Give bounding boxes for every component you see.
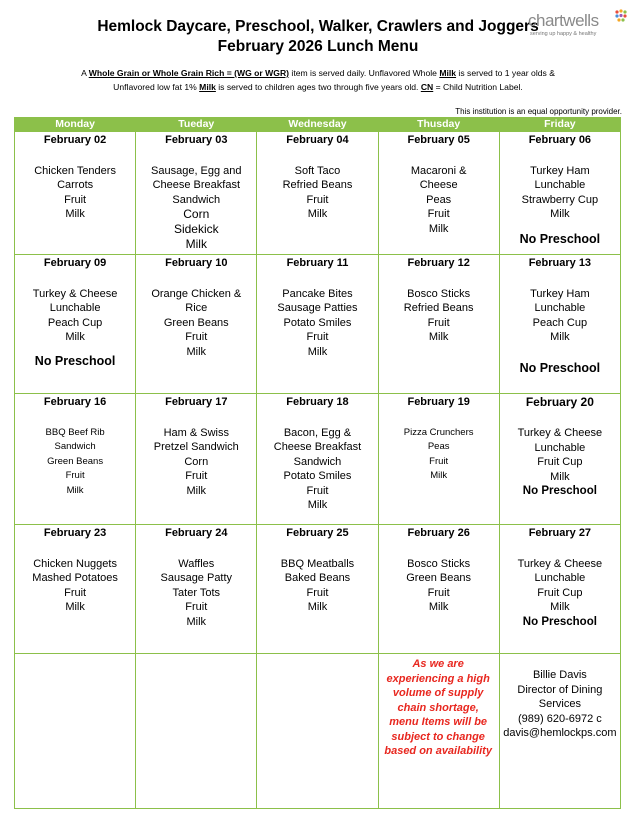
day-cell [378,394,499,525]
menu-item: Fruit [185,331,208,343]
menu-item: Milk [550,208,570,220]
day-date: February 11 [286,257,349,269]
menu-item: Bosco Sticks [407,287,471,300]
menu-item: Milk [428,601,449,613]
menu-item: Corn [183,207,210,221]
day-date: February 27 [528,527,592,539]
menu-item: Fruit [306,193,329,206]
no-preschool-note: No Preschool [519,360,601,375]
menu-item: Peas [427,441,450,452]
menu-item: Sausage Patty [160,572,233,584]
menu-item: Fruit [64,586,87,599]
no-preschool-note: No Preschool [34,353,116,368]
menu-item: Orange Chicken & [151,287,242,300]
menu-item: Fruit Cup [537,586,583,599]
menu-item: Milk [185,237,207,251]
menu-item: Peas [426,193,452,206]
day-cell [257,394,378,525]
week-row [15,525,621,654]
menu-item: BBQ Beef Rib [45,426,105,438]
menu-item: Milk [307,345,328,358]
day-header: Thusday [378,118,499,132]
day-date: February 25 [286,527,349,539]
menu-item: Milk [65,601,85,613]
day-header: Tueday [136,118,257,132]
menu-item: Tater Tots [172,586,221,599]
menu-item: Sidekick [173,222,219,236]
day-date: February 18 [286,396,349,408]
menu-item: Corn [184,455,209,468]
empty-cell [15,654,136,809]
day-date: February 16 [43,396,107,408]
menu-item: Fruit [306,331,329,343]
menu-item: Fruit [64,193,87,206]
menu-item: Milk [428,331,449,343]
menu-item: Milk [65,208,85,220]
menu-item: Fruit [427,316,450,329]
day-cell [15,394,136,525]
menu-item: Mashed Potatoes [32,572,118,584]
menu-item: Milk [186,345,207,358]
no-preschool-note: No Preschool [522,615,597,628]
equal-opportunity-statement: This institution is an equal opportunity provider. [455,107,622,116]
menu-item: Pretzel Sandwich [153,441,239,453]
menu-item: Sausage Patties [277,302,358,314]
menu-item: Turkey & Cheese [517,427,603,439]
day-cell [378,525,499,654]
menu-item: Fruit [429,455,449,467]
menu-item: Milk [307,208,328,220]
day-date: February 17 [165,396,228,408]
menu-item: Macaroni & [410,164,467,177]
menu-item: Sausage, Egg and Cheese Breakfast Sandwich [151,164,242,206]
logo-wordmark: chartwells [528,11,599,30]
day-date: February 26 [407,527,470,539]
menu-item: Strawberry Cup [521,193,599,206]
menu-item: Bosco Sticks [407,557,471,570]
no-preschool-note: No Preschool [519,231,601,246]
menu-item: Turkey Ham [530,164,590,177]
empty-cell [136,654,257,809]
menu-item: Fruit [427,208,450,220]
day-cell [257,255,378,394]
day-header-row [15,118,621,132]
menu-item: Milk [65,331,85,343]
menu-item: Rice [185,302,208,314]
menu-title: Hemlock Daycare, Preschool, Walker, Crawlers and Joggers [97,18,539,35]
contact-info [499,654,620,809]
day-cell [499,394,620,525]
menu-item: Milk [307,601,328,613]
menu-item: Turkey & Cheese [32,287,118,300]
menu-item: Chicken Tenders [34,164,116,177]
menu-subtitle: February 2026 Lunch Menu [217,38,419,55]
day-date: February 04 [286,134,349,146]
day-header: Friday [499,118,620,132]
day-cell [499,255,620,394]
menu-item: Milk [186,615,207,628]
menu-item: Milk [428,222,449,235]
day-cell [15,525,136,654]
day-cell [378,255,499,394]
day-cell [499,132,620,255]
menu-item: Milk [550,470,570,483]
menu-item: Fruit Cup [537,456,583,468]
day-cell [136,132,257,255]
contact-email: davis@hemlockps.com [503,727,617,739]
menu-note-line1: A Whole Grain or Whole Grain Rich = (WG or WGR) item is served daily. Unflavored Whole Milk is served to 1 year olds & [81,68,555,78]
menu-item: Refried Beans [282,179,353,191]
menu-item: Chicken Nuggets [33,557,117,570]
contact-name: Billie Davis [532,669,587,681]
day-cell [15,255,136,394]
day-date: February 19 [407,396,470,408]
menu-item: Milk [430,470,448,481]
footer-row [15,654,621,809]
day-cell [378,132,499,255]
day-date: February 06 [528,134,592,146]
menu-item: Fruit [185,470,208,482]
chartwells-logo [528,11,628,41]
menu-item: Fruit [306,484,329,497]
day-date: February 24 [165,527,228,539]
day-date: February 20 [525,395,594,409]
menu-item: BBQ Meatballs [280,557,355,570]
day-cell [15,132,136,255]
menu-item: Ham & Swiss [163,426,229,439]
menu-item: Pancake Bites [282,287,353,300]
menu-item: Cheese [419,179,458,191]
day-date: February 05 [407,134,470,146]
week-row [15,255,621,394]
menu-item: Milk [307,499,328,511]
menu-item: Lunchable [49,302,101,314]
contact-title: Director of Dining Services [517,683,603,710]
menu-item: Fruit [185,601,208,613]
contact-phone: (989) 620-6972 c [517,712,602,725]
day-date: February 02 [43,134,107,146]
logo-dots-icon [614,9,628,23]
menu-item: Fruit [427,586,450,599]
menu-item: Milk [550,601,570,613]
menu-item: Potato Smiles [283,316,352,329]
supply-chain-warning: As we are experiencing a high volume of supply chain shortage, menu Items will be subject to change based on availability [378,654,499,809]
menu-calendar [14,117,621,809]
day-date: February 12 [407,257,470,269]
week-row [15,394,621,525]
day-date: February 03 [165,134,228,146]
menu-item: Lunchable [534,572,586,584]
menu-item: Green Beans [47,455,104,467]
menu-item: Bacon, Egg & [283,426,352,439]
menu-item: Waffles [178,557,215,570]
day-header: Monday [15,118,136,132]
day-date: February 23 [43,527,107,539]
menu-item: Milk [66,484,84,496]
day-cell [136,394,257,525]
menu-item: Carrots [57,179,94,191]
day-date: February 13 [528,257,592,269]
menu-item: Baked Beans [284,572,351,584]
empty-cell [257,654,378,809]
day-header: Wednesday [257,118,378,132]
menu-item: Lunchable [534,441,586,454]
menu-item: Lunchable [534,179,586,191]
day-date: February 09 [43,257,107,269]
week-row [15,132,621,255]
menu-item: Peach Cup [532,316,588,329]
menu-item: Lunchable [534,302,586,314]
menu-item: Milk [550,331,570,343]
menu-item: Soft Taco [294,164,341,177]
day-cell [136,525,257,654]
menu-item: Fruit [306,586,329,599]
day-date: February 10 [165,257,228,269]
menu-note-line2: Unflavored low fat 1% Milk is served to children ages two through five years old. CN = Child Nutrition Label. [113,82,523,92]
day-cell [257,132,378,255]
menu-item: Green Beans [163,316,229,329]
day-cell [499,525,620,654]
menu-item: Sandwich [54,441,96,452]
menu-item: Turkey & Cheese [517,557,603,570]
logo-tagline: serving up happy & healthy [530,31,597,37]
menu-item: Peach Cup [47,316,103,329]
menu-item: Sandwich [293,455,342,468]
day-cell [136,255,257,394]
menu-item: Pizza Crunchers [403,426,474,438]
no-preschool-note: No Preschool [522,485,597,497]
menu-item: Refried Beans [403,302,474,314]
menu-item: Turkey Ham [530,287,590,300]
day-cell [257,525,378,654]
menu-item: Green Beans [406,572,472,584]
menu-item: Fruit [65,470,85,481]
menu-item: Cheese Breakfast [273,441,362,453]
menu-item: Milk [186,484,207,497]
menu-item: Potato Smiles [283,470,352,482]
